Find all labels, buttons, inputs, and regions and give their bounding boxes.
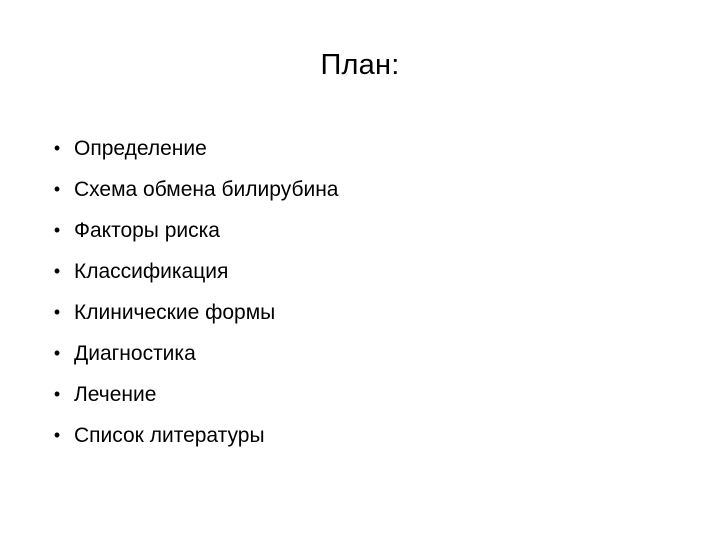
bullet-dot-icon: • <box>53 220 61 240</box>
plan-bullet-list <box>40 128 660 456</box>
bullet-dot-icon: • <box>53 384 61 404</box>
list-item-label: Лечение <box>74 383 157 406</box>
list-item <box>40 415 660 456</box>
bullet-dot-icon: • <box>53 425 61 445</box>
list-item <box>40 374 660 415</box>
list-item <box>40 333 660 374</box>
bullet-dot-icon: • <box>53 343 61 363</box>
list-item <box>40 251 660 292</box>
list-item <box>40 210 660 251</box>
list-item-label: Клинические формы <box>74 301 276 324</box>
bullet-dot-icon: • <box>53 261 61 281</box>
list-item-label: Классификация <box>74 260 229 283</box>
list-item <box>40 169 660 210</box>
list-item <box>40 128 660 169</box>
bullet-dot-icon: • <box>53 179 61 199</box>
list-item-label: Диагностика <box>74 342 196 365</box>
list-item-label: Список литературы <box>74 424 265 447</box>
bullet-dot-icon: • <box>53 302 61 322</box>
page-title: План: <box>320 49 400 81</box>
list-item-label: Определение <box>74 137 207 160</box>
bullet-dot-icon: • <box>53 138 61 158</box>
list-item-label: Схема обмена билирубина <box>74 178 339 201</box>
list-item <box>40 292 660 333</box>
list-item-label: Факторы риска <box>74 219 220 242</box>
